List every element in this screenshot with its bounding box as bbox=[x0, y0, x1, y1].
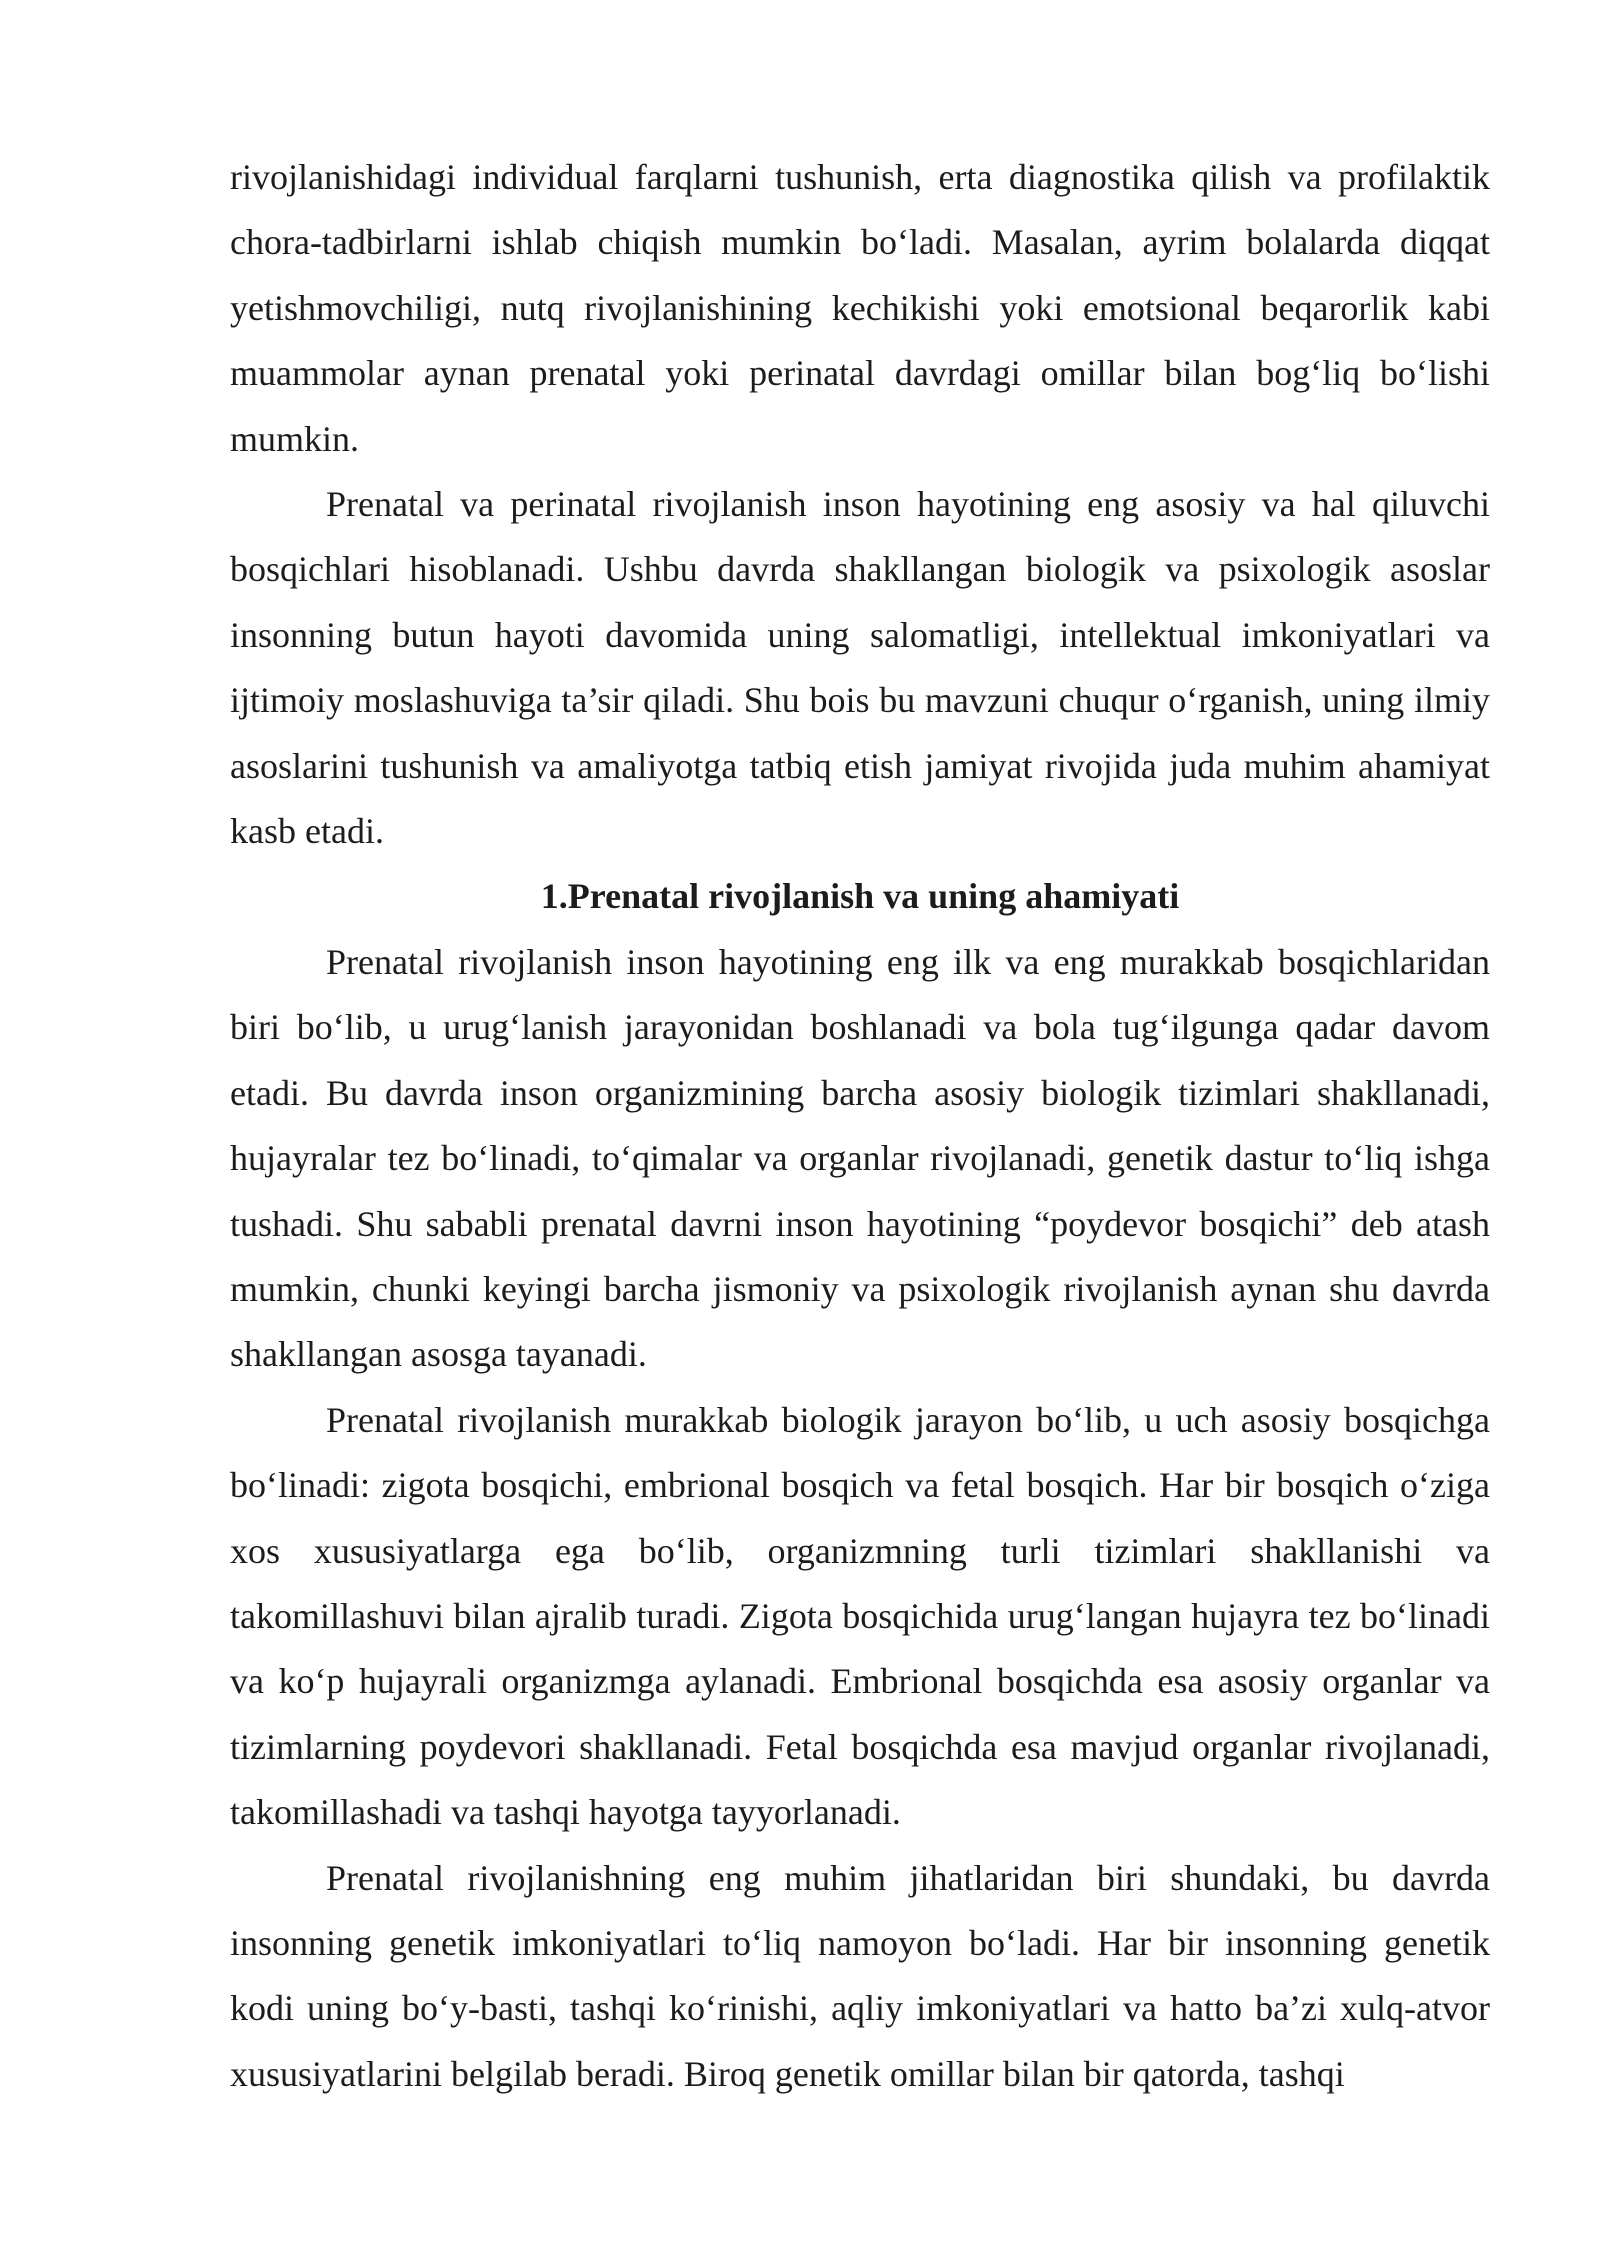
section-heading: 1.Prenatal rivojlanish va uning ahamiyati bbox=[540, 876, 1180, 917]
paragraph-section-3: Prenatal rivojlanishning eng muhim jihatlaridan biri shundaki, bu davrda insonning genetik imkoniyatlari to‘liq namoyon bo‘ladi. Har bir insonning genetik kodi uning bo‘y-basti, tashqi ko‘rinishi, aqliy imkoniyatlari va hatto ba’zi xulq-atvor xususiyatlarini belgilab beradi. Biroq genetik omillar bilan bir qatorda, tashqi bbox=[230, 1857, 1490, 2094]
paragraph-section-2: Prenatal rivojlanish murakkab biologik jarayon bo‘lib, u uch asosiy bosqichga bo‘linadi: zigota bosqichi, embrional bosqich va fetal bosqich. Har bir bosqich o‘ziga xos xususiyatlarga ega bo‘lib, organizmning turli tizimlari shakllanishi va takomillashuvi bilan ajralib turadi. Zigota bosqichida urug‘langan hujayra tez bo‘linadi va ko‘p hujayrali organizmga aylanadi. Embrional bosqichda esa asosiy organlar va tizimlarning poydevori shakllanadi. Fetal bosqichda esa mavjud organlar rivojlanadi, takomillashadi va tashqi hayotga tayyorlanadi. bbox=[230, 1399, 1490, 1833]
paragraph-section-1: Prenatal rivojlanish inson hayotining eng ilk va eng murakkab bosqichlaridan biri bo‘lib, u urug‘lanish jarayonidan boshlanadi va bola tug‘ilgunga qadar davom etadi. Bu davrda inson organizmining barcha asosiy biologik tizimlari shakllanadi, hujayralar tez bo‘linadi, to‘qimalar va organlar rivojlanadi, genetik dastur to‘liq ishga tushadi. Shu sababli prenatal davrni inson hayotining “poydevor bosqichi” deb atash mumkin, chunki keyingi barcha jismoniy va psixologik rivojlanish aynan shu davrda shakllangan asosga tayanadi. bbox=[230, 941, 1490, 1375]
page-body bbox=[230, 145, 1490, 2107]
paragraph-conclusion: Prenatal va perinatal rivojlanish inson hayotining eng asosiy va hal qiluvchi bosqichlari hisoblanadi. Ushbu davrda shakllangan biologik va psixologik asoslar insonning butun hayoti davomida uning salomatligi, intellektual imkoniyatlari va ijtimoiy moslashuviga ta’sir qiladi. Shu bois bu mavzuni chuqur o‘rganish, uning ilmiy asoslarini tushunish va amaliyotga tatbiq etish jamiyat rivojida juda muhim ahamiyat kasb etadi. bbox=[230, 484, 1490, 852]
paragraph-continued: rivojlanishidagi individual farqlarni tushunish, erta diagnostika qilish va profilaktik chora-tadbirlarni ishlab chiqish mumkin bo‘ladi. Masalan, ayrim bolalarda diqqat yetishmovchiligi, nutq rivojlanishining kechikishi yoki emotsional beqarorlik kabi muammolar aynan prenatal yoki perinatal davrdagi omillar bilan bog‘liq bo‘lishi mumkin. bbox=[230, 157, 1490, 459]
